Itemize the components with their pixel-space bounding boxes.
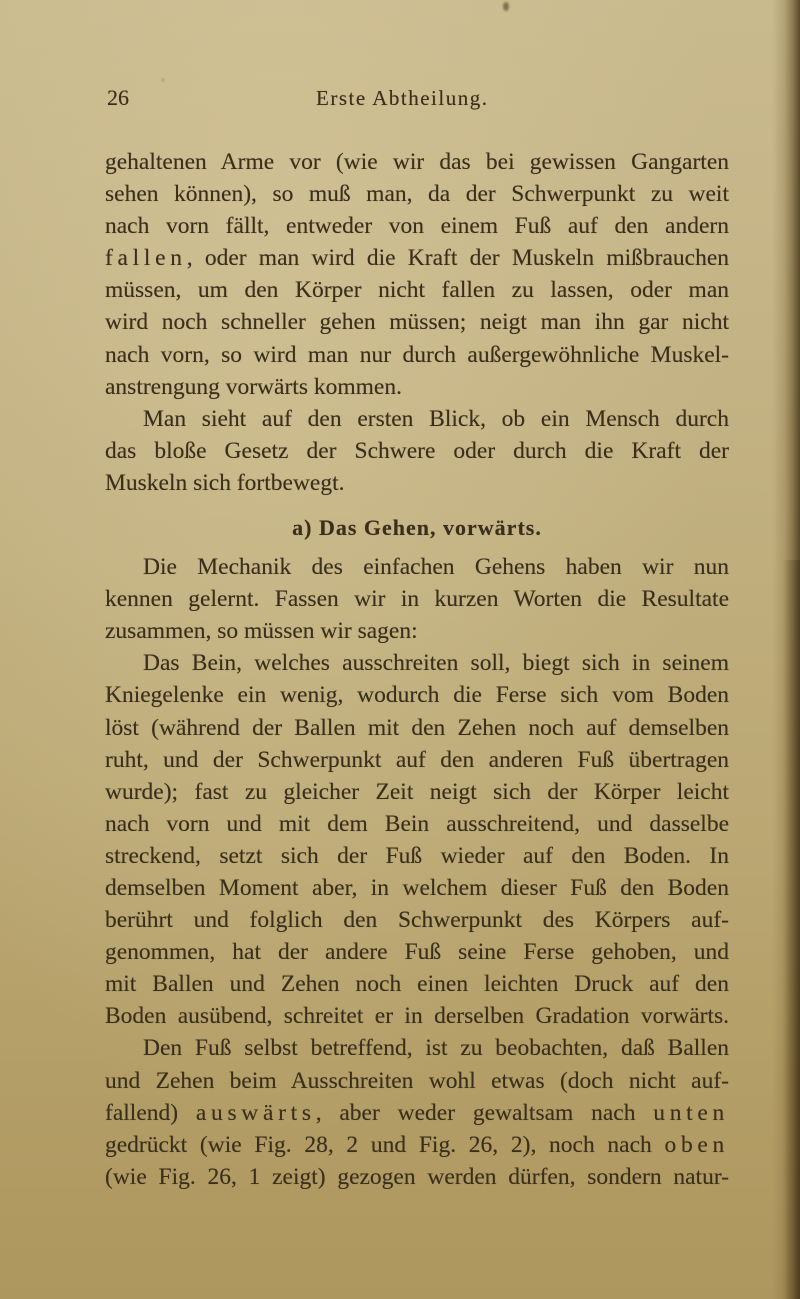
text-line: Kniegelenke ein wenig, wodurch die Ferse sich vom Boden [105,682,729,709]
text-line: löst (während der Ballen mit den Zehen noch auf demselben [105,714,729,741]
line-text: , aber weder gewaltsam nach [315,1099,654,1126]
text-line: und Zehen beim Ausschreiten wohl etwas (doch nicht auf- [105,1067,729,1094]
paragraph [105,146,729,403]
paragraph [105,403,729,499]
text-line: Muskeln sich fortbewegt. [105,469,345,496]
text-line: anstrengung vorwärts kommen. [105,373,402,400]
ink-speck [503,2,509,11]
text-line: demselben Moment aber, in welchem dieser Fuß den Boden [105,874,729,901]
text-line: Die Mechanik des einfachen Gehens haben wir nun [143,554,729,581]
text-line: Man sieht auf den ersten Blick, ob ein Mensch durch [143,405,729,432]
emphasized-word: oben [664,1131,729,1158]
text-line: (wie Fig. 26, 1 zeigt) gezogen werden dürfen, sondern natur- [105,1163,729,1190]
emphasized-word: auswärts [195,1099,316,1126]
text-line: streckend, setzt sich der Fuß wieder auf den Boden. In [105,842,729,869]
ink-speck [162,79,164,81]
text-line: gehaltenen Arme vor (wie wir das bei gewissen Gangarten [105,149,729,175]
text-line: müssen, um den Körper nicht fallen zu lassen, oder man [105,277,729,304]
text-line: mit Ballen und Zehen noch einen leichten Druck auf den [105,971,729,998]
page-edge-shadow [782,560,800,1299]
text-line: wird noch schneller gehen müssen; neigt man ihn gar nicht [105,309,729,336]
text-line: nach vorn fällt, entweder von einem Fuß auf den andern [105,213,729,240]
text-line: berührt und folglich den Schwerpunkt des Körpers auf- [105,907,729,934]
page-number: 26 [107,85,129,110]
paragraph [105,551,729,647]
text-line: wurde); fast zu gleicher Zeit neigt sich der Körper leicht [105,778,729,805]
paragraph [105,647,729,1032]
text-line: ruht, und der Schwerpunkt auf den anderen Fuß übertragen [105,746,729,773]
text-line [105,1097,729,1129]
text-line: Den Fuß selbst betreffend, ist zu beobachten, daß Ballen [143,1035,729,1062]
text-line: Boden ausübend, schreitet er in derselben Gradation vorwärts. [105,1003,729,1030]
text-line: kennen gelernt. Fassen wir in kurzen Worten die Resultate [105,586,729,613]
line-text: , oder man wird die Kraft der Muskeln mißbrauchen [186,245,729,272]
text-line: zusammen, so müssen wir sagen: [105,618,418,645]
emphasized-word: fallen [105,245,187,272]
running-head: Erste Abtheilung. [316,86,489,110]
text-line: nach vorn und mit dem Bein ausschreitend, und dasselbe [105,810,729,837]
text-line: genommen, hat der andere Fuß seine Ferse gehoben, und [105,939,729,966]
section-heading: a) Das Gehen, vorwärts. [292,515,542,541]
text-line [105,242,729,274]
body-text [105,146,729,1193]
line-text: fallend) [105,1099,196,1126]
text-line [105,1129,729,1161]
text-line: nach vorn, so wird man nur durch außergewöhnliche Muskel- [105,341,729,368]
text-line: das bloße Gesetz der Schwere oder durch die Kraft der [105,437,729,464]
text-line: Das Bein, welches ausschreiten soll, biegt sich in seinem [143,650,729,677]
line-text: gedrückt (wie Fig. 28, 2 und Fig. 26, 2), noch nach [105,1131,665,1158]
paragraph [105,1032,729,1192]
text-line: sehen können), so muß man, da der Schwerpunkt zu weit [105,181,729,208]
emphasized-word: unten [653,1099,729,1126]
